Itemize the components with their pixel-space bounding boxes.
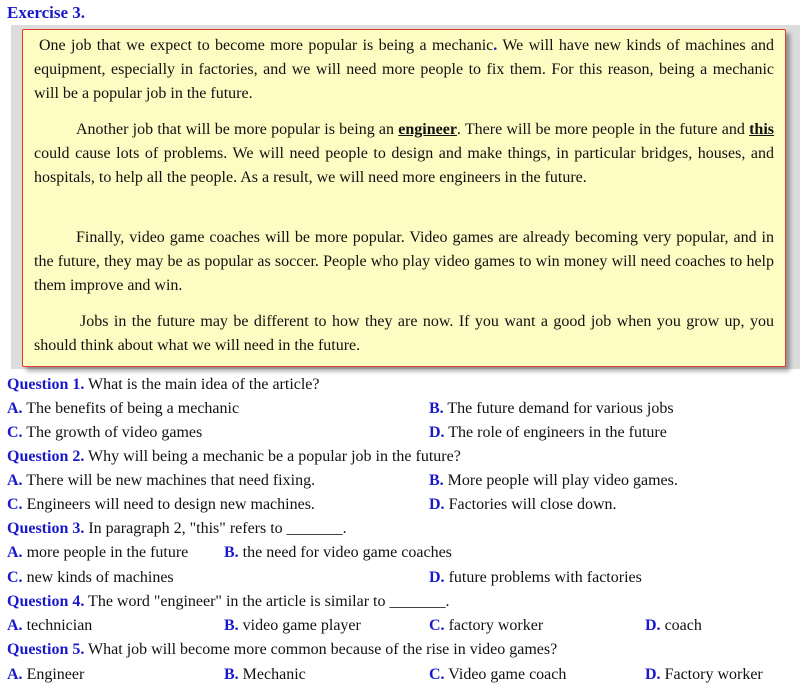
option-letter: D. — [429, 496, 445, 513]
question-label: Question 3. — [7, 520, 85, 537]
q4-option-b[interactable] — [224, 614, 361, 638]
option-letter: C. — [7, 496, 23, 513]
q5-option-c[interactable] — [429, 663, 566, 687]
option-letter: A. — [7, 400, 23, 417]
underlined-word-engineer: engineer — [398, 121, 457, 138]
question-text: What is the main idea of the article? — [84, 376, 320, 393]
paragraph-2 — [34, 118, 774, 190]
exercise-title: Exercise 3. — [7, 3, 86, 22]
option-text: The future demand for various jobs — [443, 400, 674, 417]
option-text: factory worker — [444, 617, 544, 634]
option-letter: B. — [224, 544, 239, 561]
q5-option-a[interactable] — [7, 663, 84, 687]
option-letter: B. — [429, 400, 444, 417]
option-text: Engineer — [22, 666, 85, 683]
question-text: Why will being a mechanic be a popular job in the future? — [84, 448, 461, 465]
question-5 — [7, 638, 557, 662]
q1-option-d[interactable] — [429, 421, 667, 445]
question-label: Question 5. — [7, 641, 85, 658]
question-1 — [7, 373, 320, 397]
option-text: Mechanic — [238, 666, 306, 683]
option-letter: A. — [7, 472, 23, 489]
q1-option-a[interactable] — [7, 397, 239, 421]
option-letter: B. — [224, 617, 239, 634]
option-text: Engineers will need to design new machines. — [22, 496, 315, 513]
option-letter: A. — [7, 544, 23, 561]
q3-option-b[interactable] — [224, 541, 452, 565]
paragraph-3: Finally, video game coaches will be more popular. Video games are already becoming very popular, and in the future, they may be as popular as soccer. People who play video games to win money will need coaches to help them improve and win. — [34, 229, 774, 294]
q5-option-d[interactable] — [645, 663, 763, 687]
question-2 — [7, 445, 461, 469]
option-letter: A. — [7, 666, 23, 683]
q4-option-c[interactable] — [429, 614, 543, 638]
q5-option-b[interactable] — [224, 663, 306, 687]
q1-option-c[interactable] — [7, 421, 202, 445]
option-letter: C. — [429, 666, 445, 683]
q1-option-b[interactable] — [429, 397, 674, 421]
q2-option-b[interactable] — [429, 469, 678, 493]
option-letter: D. — [645, 666, 661, 683]
option-text: the need for video game coaches — [238, 544, 452, 561]
q3-option-a[interactable] — [7, 541, 188, 565]
option-text: Factory worker — [660, 666, 763, 683]
paragraph-2-part-a: Another job that will be more popular is being an — [76, 121, 399, 138]
option-letter: B. — [429, 472, 444, 489]
q2-option-a[interactable] — [7, 469, 315, 493]
option-letter: A. — [7, 617, 23, 634]
paragraph-2-part-b: . There will be more people in the future and — [456, 121, 750, 138]
paragraph-4: Jobs in the future may be different to how they are now. If you want a good job when you grow up, you should think about what we will need in the future. — [34, 313, 774, 354]
option-text: The growth of video games — [22, 424, 203, 441]
paragraph-1 — [34, 34, 774, 106]
q2-option-d[interactable] — [429, 493, 617, 517]
question-3 — [7, 517, 347, 541]
q3-option-d[interactable] — [429, 566, 642, 590]
option-letter: C. — [7, 424, 23, 441]
q4-option-d[interactable] — [645, 614, 702, 638]
option-letter: B. — [224, 666, 239, 683]
q2-option-c[interactable] — [7, 493, 315, 517]
option-text: coach — [660, 617, 702, 634]
option-letter: D. — [429, 424, 445, 441]
option-text: video game player — [238, 617, 361, 634]
underlined-word-this: this — [749, 121, 774, 138]
option-letter: C. — [429, 617, 445, 634]
paragraph-1-text: One job that we expect to become more popular is being a mechanic — [39, 37, 494, 54]
question-text: What job will become more common because of the rise in video games? — [84, 641, 558, 658]
option-letter: C. — [7, 569, 23, 586]
q4-option-a[interactable] — [7, 614, 92, 638]
option-text: The benefits of being a mechanic — [22, 400, 240, 417]
option-text: future problems with factories — [444, 569, 642, 586]
option-letter: D. — [429, 569, 445, 586]
paragraph-1-dot: . — [493, 37, 498, 54]
option-text: more people in the future — [22, 544, 189, 561]
question-label: Question 2. — [7, 448, 85, 465]
option-text: technician — [22, 617, 93, 634]
option-letter: D. — [645, 617, 661, 634]
option-text: The role of engineers in the future — [444, 424, 667, 441]
option-text: Video game coach — [444, 666, 567, 683]
option-text: More people will play video games. — [443, 472, 678, 489]
paragraph-1-rest: We will have new kinds of machines and equipment, especially in factories, and we will need more people to fix them. For this reason, being a mechanic will be a popular job in the future. — [34, 37, 774, 102]
option-text: There will be new machines that need fixing. — [22, 472, 316, 489]
question-text: The word "engineer" in the article is similar to _______. — [84, 593, 450, 610]
question-label: Question 1. — [7, 376, 85, 393]
question-4 — [7, 590, 449, 614]
option-text: new kinds of machines — [22, 569, 174, 586]
paragraph-2-part-c: could cause lots of problems. We will need people to design and make things, in particular bridges, houses, and hospitals, to help all the people. As a result, we will need more engineers in the future. — [34, 145, 774, 186]
option-text: Factories will close down. — [444, 496, 617, 513]
q3-option-c[interactable] — [7, 566, 174, 590]
question-label: Question 4. — [7, 593, 85, 610]
question-text: In paragraph 2, "this" refers to _______. — [84, 520, 347, 537]
